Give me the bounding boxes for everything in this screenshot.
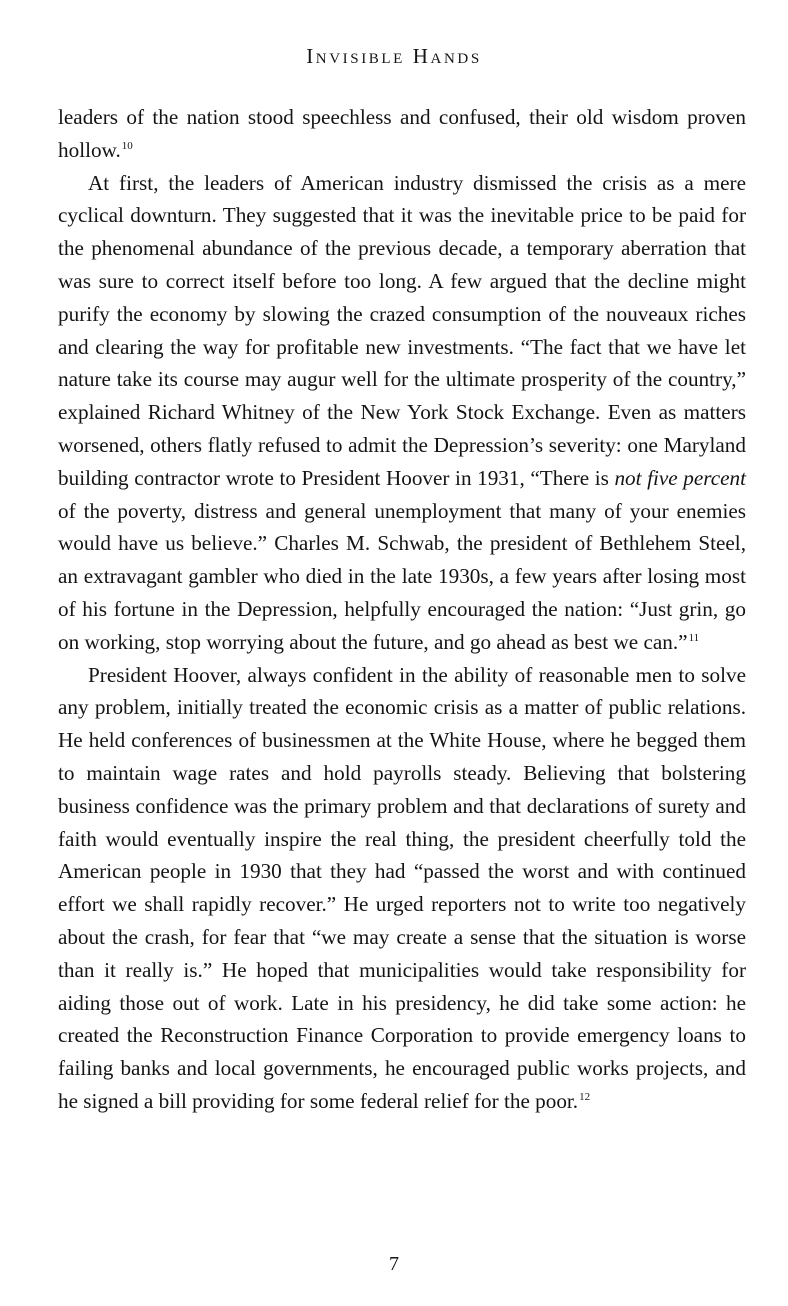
footnote-marker: 12 xyxy=(579,1090,591,1103)
body-text xyxy=(58,101,746,1118)
page-number: 7 xyxy=(389,1253,399,1275)
text-run: leaders of the nation stood speechless and confused, their old wisdom proven hollow. xyxy=(58,105,746,162)
footnote-marker: 10 xyxy=(121,139,133,152)
paragraph xyxy=(58,167,746,659)
text-run: President Hoover, always confident in the ability of reasonable men to solve any problem, initially treated the economic crisis as a matter of public relations. He held conferences of businessmen at the White House, where he begged them to maintain wage rates and hold payrolls steady. Believing that bolstering business confidence was the primary problem and that declarations of surety and faith would eventually inspire the real thing, the president cheerfully told the American people in 1930 that they had “passed the worst and with continued effort we shall rapidly recover.” He urged reporters not to write too negatively about the crash, for fear that “we may create a sense that the situation is worse than it really is.” He hoped that municipalities would take responsibility for aiding those out of work. Late in his presidency, he did take some action: he created the Reconstruction Finance Corporation to provide emergency loans to failing banks and local governments, he encouraged public works projects, and he signed a bill providing for some federal relief for the poor. xyxy=(58,662,746,1113)
emphasis: not five percent xyxy=(614,465,746,490)
paragraph xyxy=(58,659,746,1118)
text-run: At first, the leaders of American industry dismissed the crisis as a mere cyclical downturn. They suggested that it was the inevitable price to be paid for the phenomenal abundance of the previous decade, a temporary aberration that was sure to correct itself before too long. A few argued that the decline might purify the economy by slowing the crazed consumption of the nouveaux riches and clearing the way for profitable new investments. “The fact that we have let nature take its course may augur well for the ultimate prosperity of the country,” explained Richard Whitney of the New York Stock Exchange. Even as matters worsened, others flatly refused to admit the Depression’s severity: one Maryland building contractor wrote to President Hoover in 1931, “There is xyxy=(58,170,746,490)
text-run: of the poverty, distress and general unemployment that many of your enemies would have us believe.” Charles M. Schwab, the president of Bethlehem Steel, an extravagant gambler who died in the late 1930s, a few years after losing most of his fortune in the Depression, helpfully encouraged the nation: “Just grin, go on working, stop worrying about the future, and go ahead as best we can.” xyxy=(58,498,746,654)
paragraph xyxy=(58,101,746,167)
running-head: Invisible Hands xyxy=(306,44,482,68)
footnote-marker: 11 xyxy=(688,631,700,644)
